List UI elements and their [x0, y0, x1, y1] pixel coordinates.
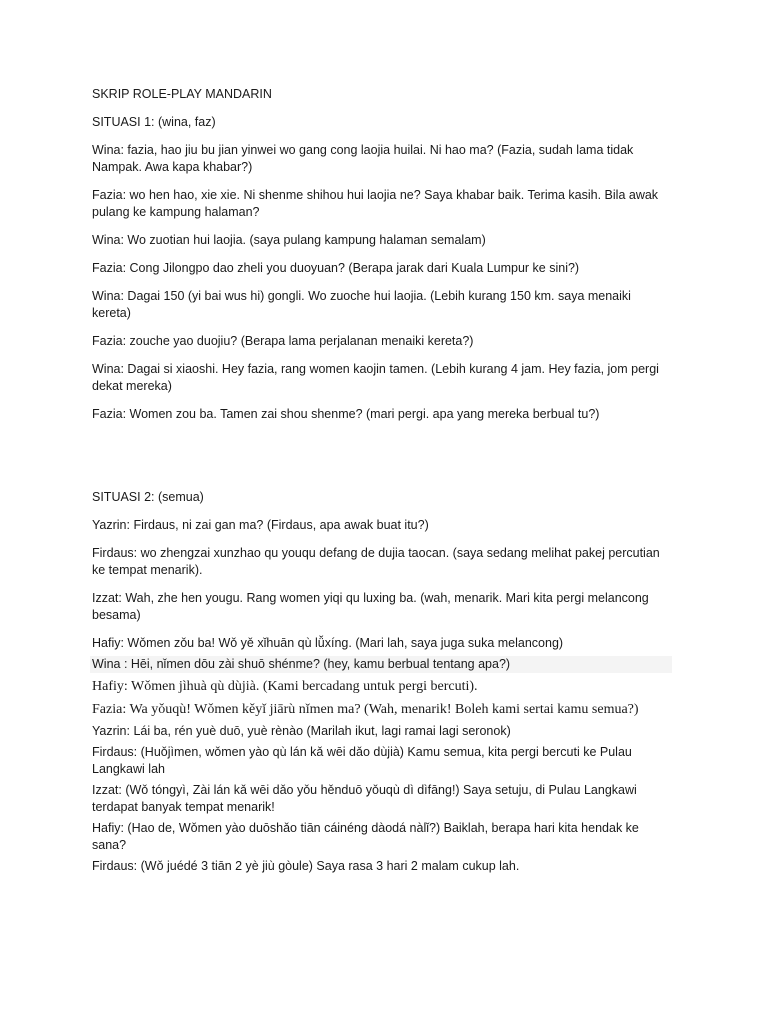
- dialogue-line: Hafiy: Wǒmen zǒu ba! Wǒ yě xǐhuān qù lǚxíng. (Mari lah, saya juga suka melancong): [92, 636, 564, 650]
- dialogue-line: Firdaus: (Huǒjìmen, wǒmen yào qù lán kǎ wēi dǎo dùjià) Kamu semua, kita pergi bercuti ke Pulau Langkawi lah: [92, 745, 632, 776]
- dialogue-line: Fazia: Women zou ba. Tamen zai shou shenme? (mari pergi. apa yang mereka berbual tu?): [92, 407, 600, 421]
- dialogue-line: Firdaus: (Wǒ juédé 3 tiān 2 yè jiù gòule) Saya rasa 3 hari 2 malam cukup lah.: [92, 859, 520, 873]
- dialogue-line: Fazia: Cong Jilongpo dao zheli you duoyuan? (Berapa jarak dari Kuala Lumpur ke sini?): [92, 261, 580, 275]
- section-spacer: [92, 434, 672, 489]
- document-title: SKRIP ROLE-PLAY MANDARIN: [92, 87, 272, 101]
- situation-1-heading: SITUASI 1: (wina, faz): [92, 115, 216, 129]
- dialogue-line: Fazia: zouche yao duojiu? (Berapa lama perjalanan menaiki kereta?): [92, 334, 474, 348]
- dialogue-line-highlighted: Wina : Hēi, nǐmen dōu zài shuō shénme? (hey, kamu berbual tentang apa?): [90, 656, 672, 673]
- dialogue-line: Hafiy: Wǒmen jìhuà qù dùjià. (Kami bercadang untuk pergi bercuti).: [92, 679, 478, 694]
- dialogue-line: Firdaus: wo zhengzai xunzhao qu youqu defang de dujia taocan. (saya sedang melihat pakej percutian ke tempat menarik).: [92, 546, 660, 577]
- situation-2-heading: SITUASI 2: (semua): [92, 490, 204, 504]
- dialogue-line: Izzat: Wah, zhe hen yougu. Rang women yiqi qu luxing ba. (wah, menarik. Mari kita pergi melancong besama): [92, 591, 649, 622]
- dialogue-line: Fazia: Wa yǒuqù! Wǒmen kěyǐ jiārù nǐmen ma? (Wah, menarik! Boleh kami sertai kamu semua?): [92, 702, 639, 717]
- dialogue-line: Wina: Wo zuotian hui laojia. (saya pulang kampung halaman semalam): [92, 233, 486, 247]
- document-body: [92, 86, 672, 879]
- dialogue-line: Wina: Dagai si xiaoshi. Hey fazia, rang women kaojin tamen. (Lebih kurang 4 jam. Hey fazia, jom pergi dekat mereka): [92, 362, 659, 393]
- dialogue-line: Yazrin: Lái ba, rén yuè duō, yuè rènào (Marilah ikut, lagi ramai lagi seronok): [92, 724, 511, 738]
- dialogue-line: Izzat: (Wǒ tóngyì, Zài lán kǎ wēi dǎo yǒu hěnduō yǒuqù dì dìfāng!) Saya setuju, di Pulau Langkawi terdapat banyak tempat menarik!: [92, 783, 637, 814]
- dialogue-line: Hafiy: (Hao de, Wǒmen yào duōshǎo tiān cáinéng dàodá nàlǐ?) Baiklah, berapa hari kita hendak ke sana?: [92, 821, 639, 852]
- dialogue-line: Wina: Dagai 150 (yi bai wus hi) gongli. Wo zuoche hui laojia. (Lebih kurang 150 km. saya menaiki kereta): [92, 289, 631, 320]
- dialogue-line: Yazrin: Firdaus, ni zai gan ma? (Firdaus, apa awak buat itu?): [92, 518, 429, 532]
- dialogue-line: Wina: fazia, hao jiu bu jian yinwei wo gang cong laojia huilai. Ni hao ma? (Fazia, sudah lama tidak Nampak. Awa kapa khabar?): [92, 143, 634, 174]
- dialogue-line: Fazia: wo hen hao, xie xie. Ni shenme shihou hui laojia ne? Saya khabar baik. Terima kasih. Bila awak pulang ke kampung halaman?: [92, 188, 659, 219]
